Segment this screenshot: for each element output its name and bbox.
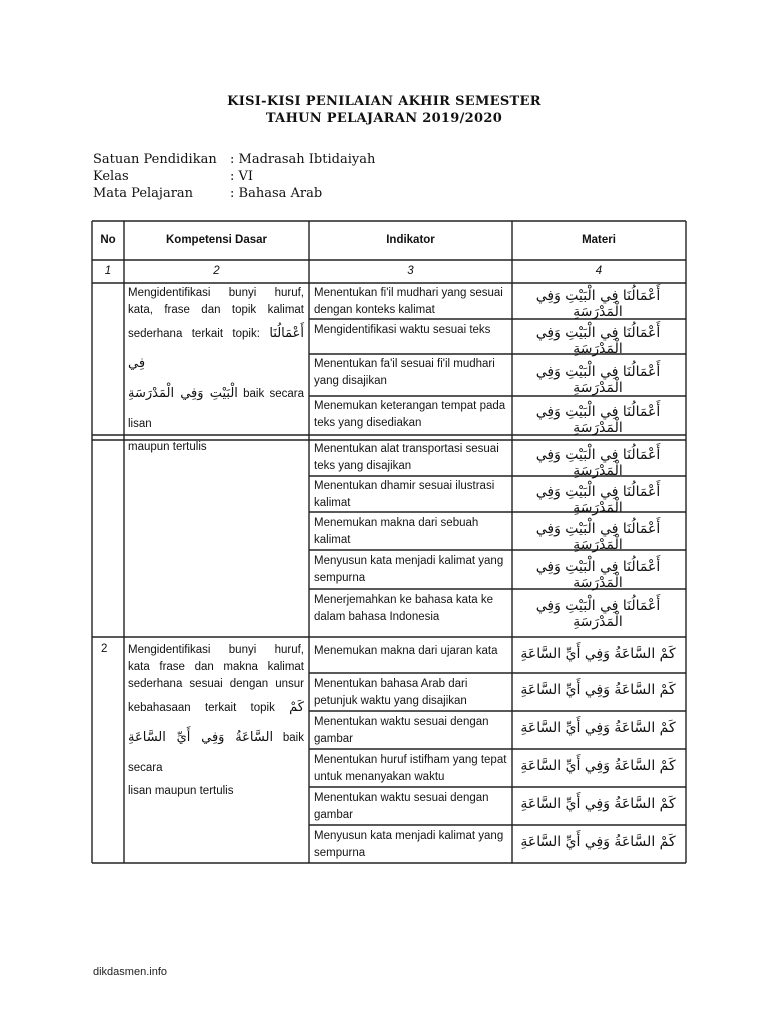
kd-line: baik secara	[128, 732, 304, 774]
kd-line: maupun tertulis	[128, 441, 207, 453]
info-value: : Madrasah Ibtidaiyah	[230, 152, 376, 167]
kd-line-with-arabic	[128, 723, 304, 783]
info-value: : VI	[230, 169, 254, 184]
kd-line: kebahasaan terkait topik	[128, 702, 275, 714]
indikator-cell: Menentukan alat transportasi sesuai teks yang disajikan	[314, 443, 499, 472]
kd-line: kata frase dan makna kalimat	[128, 661, 304, 673]
kd-arabic-topic: أَعْمَالُنَا فِي	[128, 326, 305, 371]
indikator-cell: Menemukan makna dari ujaran kata	[314, 645, 498, 657]
header-materi: Materi	[582, 234, 616, 246]
materi-cell: أَعْمَالُنَا فِي الْبَيْتِ وَفِي الْمَدْرَسَةِ	[535, 521, 661, 553]
materi-cell: أَعْمَالُنَا فِي الْبَيْتِ وَفِي الْمَدْرَسَةِ	[535, 288, 661, 320]
row-number: 2	[101, 643, 108, 655]
kd-arabic-topic: السَّاعَةُ وَفِي أَيِّ السَّاعَةِ	[128, 730, 274, 745]
info-label: Satuan Pendidikan	[93, 152, 217, 167]
indikator-cell: Menyusun kata menjadi kalimat yang sempurna	[314, 555, 504, 584]
kd-line: sederhana terkait topik:	[128, 328, 260, 340]
materi-cell: كَمْ السَّاعَةُ وَفِي أَيِّ السَّاعَةِ	[520, 682, 676, 698]
indikator-cell: Menentukan fa'il sesuai fi'il mudhari yang disajikan	[314, 358, 495, 387]
materi-cell: كَمْ السَّاعَةُ وَفِي أَيِّ السَّاعَةِ	[520, 720, 676, 736]
materi-cell: أَعْمَالُنَا فِي الْبَيْتِ وَفِي الْمَدْرَسَةِ	[535, 404, 661, 436]
kd-line: lisan maupun tertulis	[128, 785, 234, 797]
materi-cell: أَعْمَالُنَا فِي الْبَيْتِ وَفِي الْمَدْرَسَةِ	[535, 559, 661, 591]
indikator-cell: Menentukan huruf istifham yang tepat untuk menanyakan waktu	[314, 754, 507, 783]
kd-line: Mengidentifikasi bunyi huruf,	[128, 644, 304, 656]
column-number: 2	[213, 265, 220, 277]
column-number: 1	[104, 265, 112, 277]
materi-cell: أَعْمَالُنَا فِي الْبَيْتِ وَفِي الْمَدْرَسَةِ	[535, 447, 661, 479]
indikator-cell: Menentukan bahasa Arab dari petunjuk waktu yang disajikan	[314, 678, 468, 707]
document-title-line2: TAHUN PELAJARAN 2019/2020	[265, 111, 503, 126]
info-label: Kelas	[93, 169, 129, 184]
info-label: Mata Pelajaran	[93, 186, 194, 201]
indikator-cell: Menentukan dhamir sesuai ilustrasi kalimat	[314, 480, 495, 509]
indikator-cell: Menemukan keterangan tempat pada teks yang disediakan	[314, 400, 506, 429]
indikator-cell: Menentukan fi'il mudhari yang sesuai dengan konteks kalimat	[314, 287, 503, 316]
materi-cell: كَمْ السَّاعَةُ وَفِي أَيِّ السَّاعَةِ	[520, 834, 676, 850]
materi-cell: أَعْمَالُنَا فِي الْبَيْتِ وَفِي الْمَدْرَسَةِ	[535, 325, 661, 357]
kd-line: kata, frase dan topik kalimat	[128, 304, 304, 316]
kd-line: sederhana sesuai dengan unsur	[128, 678, 304, 690]
info-value: : Bahasa Arab	[230, 186, 323, 201]
materi-cell: أَعْمَالُنَا فِي الْبَيْتِ وَفِي الْمَدْرَسَةِ	[535, 598, 661, 630]
materi-cell: كَمْ السَّاعَةُ وَفِي أَيِّ السَّاعَةِ	[520, 796, 676, 812]
kompetensi-dasar-cell	[128, 642, 304, 800]
kd-arabic-topic: الْبَيْتِ وَفِي الْمَدْرَسَةِ	[128, 386, 238, 401]
indikator-cell: Menerjemahkan ke bahasa kata ke dalam bahasa Indonesia	[314, 594, 493, 623]
kd-line-with-arabic	[128, 693, 304, 723]
kompetensi-dasar-cell	[128, 285, 304, 456]
column-number: 3	[407, 265, 414, 277]
kd-line: baik secara lisan	[128, 388, 304, 430]
kd-line-with-arabic	[128, 319, 304, 379]
kd-arabic-topic: كَمْ	[289, 700, 304, 715]
header-indikator: Indikator	[386, 234, 435, 246]
indikator-cell: Menyusun kata menjadi kalimat yang sempurna	[314, 830, 504, 859]
header-no: No	[100, 234, 116, 246]
indikator-cell: Menentukan waktu sesuai dengan gambar	[314, 792, 489, 821]
kd-line: Mengidentifikasi bunyi huruf,	[128, 287, 304, 299]
indikator-cell: Menemukan makna dari sebuah kalimat	[314, 517, 479, 546]
kd-line-with-arabic	[128, 379, 304, 439]
indikator-cell: Menentukan waktu sesuai dengan gambar	[314, 716, 489, 745]
materi-cell: أَعْمَالُنَا فِي الْبَيْتِ وَفِي الْمَدْرَسَةِ	[535, 484, 661, 516]
footer-source: dikdasmen.info	[93, 966, 167, 978]
document-title-line1: KISI-KISI PENILAIAN AKHIR SEMESTER	[227, 94, 541, 109]
indikator-cell: Mengidentifikasi waktu sesuai teks	[314, 324, 491, 336]
materi-cell: كَمْ السَّاعَةُ وَفِي أَيِّ السَّاعَةِ	[520, 646, 676, 662]
header-kompetensi-dasar: Kompetensi Dasar	[166, 234, 267, 246]
column-number: 4	[595, 265, 603, 277]
materi-cell: كَمْ السَّاعَةُ وَفِي أَيِّ السَّاعَةِ	[520, 758, 676, 774]
materi-cell: أَعْمَالُنَا فِي الْبَيْتِ وَفِي الْمَدْرَسَةِ	[535, 364, 661, 396]
